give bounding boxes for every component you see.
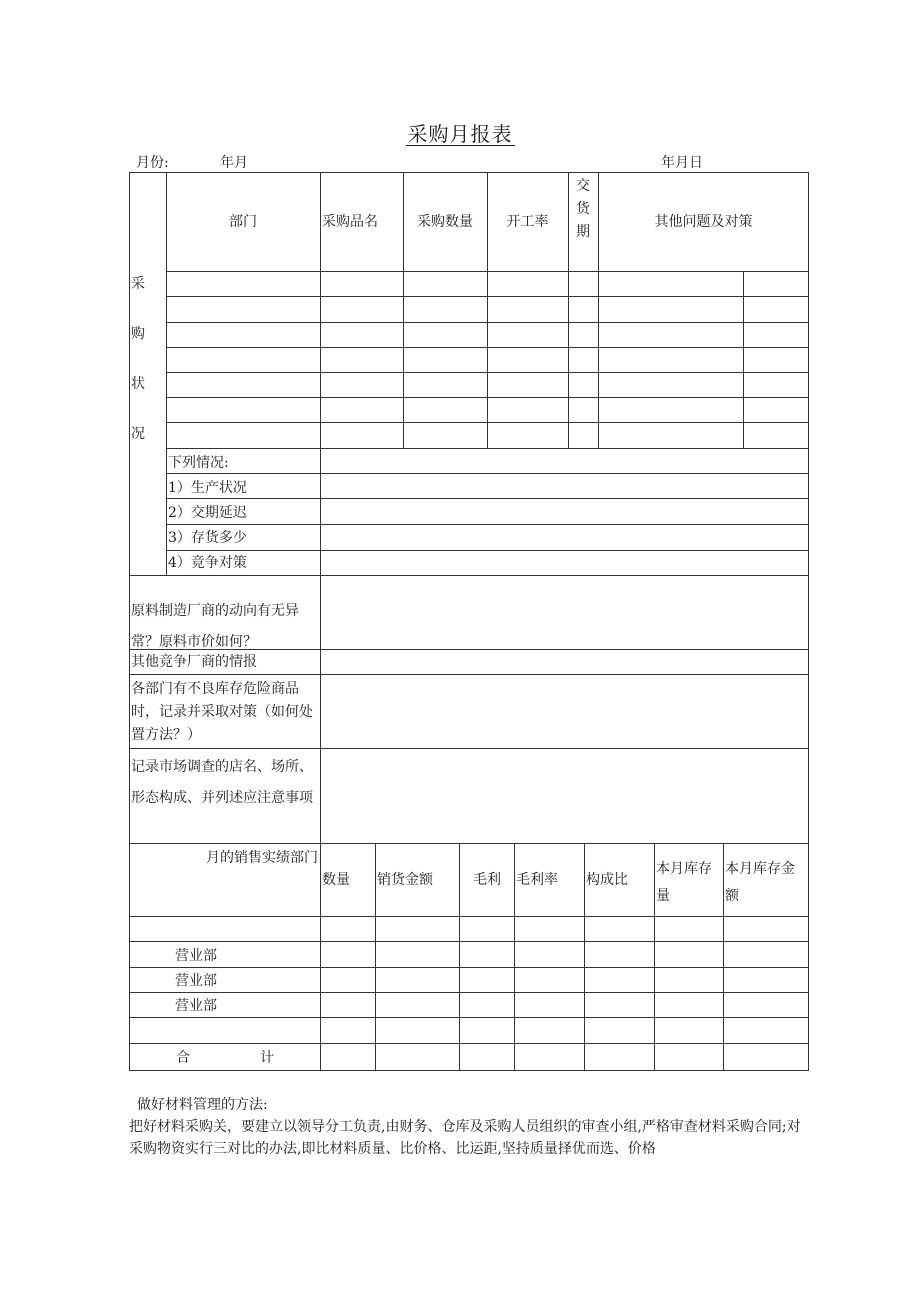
question-competitor-info: 其他竞争厂商的情报 [131,654,257,670]
side-label-char: 采 [131,276,145,292]
situation-item: 1）生产状况 [168,480,247,496]
notes-heading: 做好材料管理的方法: [137,1097,268,1113]
sales-column-monthly-stock-amount: 本月库存金额 [725,861,795,904]
delivery-char: 货 [576,201,590,217]
sales-column-sales-amount: 销货金额 [377,872,433,888]
side-label-char: 况 [131,426,145,442]
situation-item: 2）交期延迟 [168,505,247,521]
delivery-char: 交 [576,178,590,194]
total-label-char: 计 [260,1050,274,1066]
report-table [129,172,808,1070]
column-header-quantity: 采购数量 [417,214,473,230]
column-header-delivery [568,176,598,242]
question-bad-inventory: 各部门有不良库存危险商品时，记录并采取对策（如何处置方法？） [131,681,313,743]
column-header-operating-rate: 开工率 [506,214,549,230]
column-header-item-name: 采购品名 [322,214,378,230]
question-market-survey: 记录市场调查的店名、场所、形态构成、并列述应注意事项 [131,759,313,806]
column-header-department: 部门 [229,214,257,230]
sales-row-department: 营业部 [175,948,217,964]
delivery-char: 期 [576,224,590,240]
sales-row-department: 营业部 [175,973,217,989]
situation-title: 下列情况: [168,455,229,471]
side-label-char: 购 [131,326,145,342]
page-title: 采购月报表 [407,122,513,146]
situation-item: 4）竞争对策 [168,555,247,571]
sales-row-department: 营业部 [175,998,217,1014]
sales-column-monthly-stock-qty: 本月库存量 [656,861,712,904]
total-label-char: 合 [176,1050,190,1066]
sales-column-gross-profit: 毛利 [473,872,501,888]
column-header-other-issues: 其他问题及对策 [654,214,753,230]
question-supplier-trend: 原料制造厂商的动向有无异常？原料市价如何？ [131,603,299,650]
date-field: 年月日 [661,155,703,171]
situation-item: 3）存货多少 [168,530,247,546]
year-month-field: 年月 [220,155,248,171]
sales-corner-header: 月的销售实绩部门 [206,850,318,866]
notes [129,1094,809,1160]
side-label-char: 状 [131,376,145,392]
sales-column-margin-rate: 毛利率 [516,872,558,888]
notes-body: 把好材料采购关，要建立以领导分工负责,由财务、仓库及采购人员组织的审查小组,严格审查材料采购合同;对采购物资实行三对比的办法,即比材料质量、比价格、比运距,坚持质量择优而选、价格 [129,1119,801,1157]
month-label: 月份: [136,155,169,171]
sales-column-composition: 构成比 [586,872,628,888]
sales-column-quantity: 数量 [322,872,350,888]
